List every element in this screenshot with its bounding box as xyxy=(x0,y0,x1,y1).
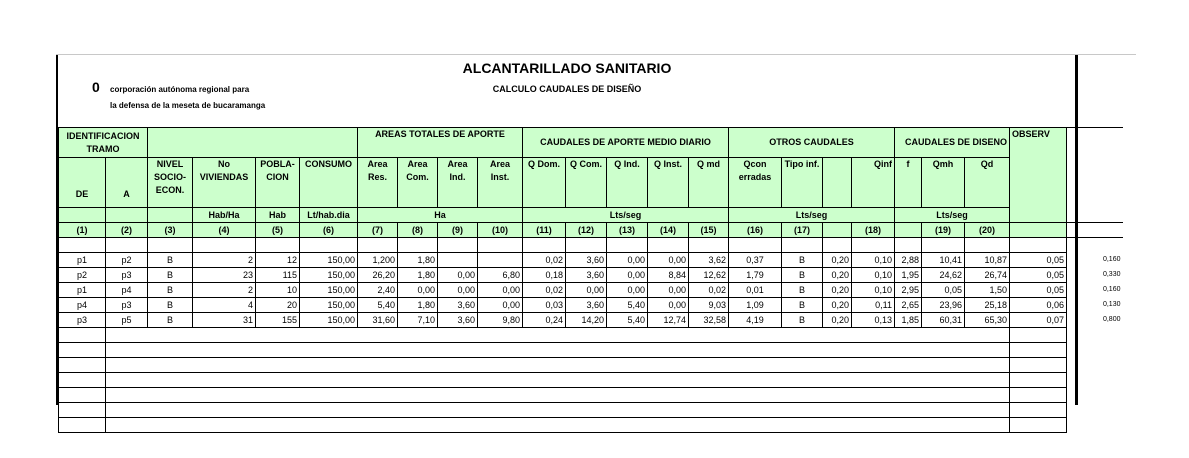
col-qd: Qd xyxy=(965,158,1010,208)
cell-tipo: B xyxy=(782,268,823,283)
cell-obs: 0,07 xyxy=(1010,313,1067,328)
table-row xyxy=(59,313,1123,328)
cell-qinf: 0,13 xyxy=(852,313,895,328)
cell-de: p1 xyxy=(59,253,106,268)
extra-col-header xyxy=(1067,128,1123,158)
col-qmh: Qmh xyxy=(922,158,965,208)
col-q-md: Q md xyxy=(689,158,729,208)
cell-ares: 31,60 xyxy=(358,313,398,328)
unit-lts-seg-diseno: Lts/seg xyxy=(895,208,1010,223)
col-f: f xyxy=(895,158,922,208)
cell-aind: 0,00 xyxy=(438,268,478,283)
col-consumo: CONSUMO xyxy=(300,158,358,208)
cell-a: p3 xyxy=(106,298,148,313)
cell-qcom: 14,20 xyxy=(566,313,607,328)
cell-obs: 0,05 xyxy=(1010,283,1067,298)
cell-qdom: 0,24 xyxy=(523,313,566,328)
cell-viv: 4 xyxy=(193,298,256,313)
cell-qmh: 10,41 xyxy=(922,253,965,268)
cell-qcon: 0,01 xyxy=(729,283,782,298)
cell-pob: 155 xyxy=(256,313,300,328)
cell-aind: 0,00 xyxy=(438,283,478,298)
report-header xyxy=(58,56,1076,126)
cell-f: 2,95 xyxy=(895,283,922,298)
col-qinf: Qinf xyxy=(852,158,895,208)
cell-inf: 0,20 xyxy=(823,253,852,268)
cell-qind: 5,40 xyxy=(607,313,648,328)
cell-viv: 2 xyxy=(193,283,256,298)
cell-qcom: 0,00 xyxy=(566,283,607,298)
cell-qmd: 0,02 xyxy=(689,283,729,298)
col-area-com: Area Com. xyxy=(398,158,438,208)
col-area-res: Area Res. xyxy=(358,158,398,208)
cell-nivel: B xyxy=(148,253,193,268)
cell-ares: 1,200 xyxy=(358,253,398,268)
table-row xyxy=(59,268,1123,283)
cell-acom: 1,80 xyxy=(398,268,438,283)
cell-qinst: 0,00 xyxy=(648,283,689,298)
cell-qind: 5,40 xyxy=(607,298,648,313)
cell-qcon: 1,09 xyxy=(729,298,782,313)
cell-qmh: 60,31 xyxy=(922,313,965,328)
spacer-row xyxy=(59,238,1123,253)
cell-acom: 7,10 xyxy=(398,313,438,328)
cell-acom: 1,80 xyxy=(398,298,438,313)
cell-qmd: 32,58 xyxy=(689,313,729,328)
cell-pob: 12 xyxy=(256,253,300,268)
unit-ha: Ha xyxy=(358,208,523,223)
col-de: DE xyxy=(59,158,106,208)
empty-rows xyxy=(59,328,1123,433)
cell-qd: 10,87 xyxy=(965,253,1010,268)
data-rows xyxy=(59,253,1123,328)
group-otros-caudales: OTROS CAUDALES xyxy=(729,128,895,158)
cell-tipo: B xyxy=(782,283,823,298)
cell-extra: 0,330 xyxy=(1102,271,1121,278)
cell-inf: 0,20 xyxy=(823,298,852,313)
cell-viv: 2 xyxy=(193,253,256,268)
cell-qcom: 3,60 xyxy=(566,268,607,283)
group-caudales-diseno: CAUDALES DE DISENO xyxy=(895,128,1010,158)
cell-ainst: 6,80 xyxy=(478,268,523,283)
group-identificacion: IDENTIFICACION TRAMO xyxy=(59,128,148,158)
cell-extra: 0,160 xyxy=(1102,286,1121,293)
col-a: A xyxy=(106,158,148,208)
cell-ainst: 9,80 xyxy=(478,313,523,328)
cell-nivel: B xyxy=(148,283,193,298)
cell-extra: 0,160 xyxy=(1102,256,1121,263)
cell-qinf: 0,10 xyxy=(852,253,895,268)
empty-row xyxy=(59,328,1123,343)
cell-qdom: 0,03 xyxy=(523,298,566,313)
cell-tipo: B xyxy=(782,298,823,313)
col-nivel: NIVEL SOCIO-ECON. xyxy=(148,158,193,208)
cell-inf: 0,20 xyxy=(823,283,852,298)
extra-col-blank xyxy=(1067,158,1123,208)
col-q-dom: Q Dom. xyxy=(523,158,566,208)
cell-ares: 5,40 xyxy=(358,298,398,313)
cell-qinf: 0,10 xyxy=(852,268,895,283)
cell-obs: 0,06 xyxy=(1010,298,1067,313)
cell-cons: 150,00 xyxy=(300,253,358,268)
col-poblacion: POBLA-CION xyxy=(256,158,300,208)
units-row xyxy=(59,208,1123,223)
cell-aind: 3,60 xyxy=(438,298,478,313)
cell-pob: 10 xyxy=(256,283,300,298)
cell-tipo: B xyxy=(782,253,823,268)
group-blank xyxy=(148,128,358,158)
cell-qd: 65,30 xyxy=(965,313,1010,328)
cell-cons: 150,00 xyxy=(300,268,358,283)
cell-qd: 26,74 xyxy=(965,268,1010,283)
group-caudales-aporte: CAUDALES DE APORTE MEDIO DIARIO xyxy=(523,128,729,158)
col-q-inst: Q Inst. xyxy=(648,158,689,208)
cell-ainst: 0,00 xyxy=(478,283,523,298)
table-row xyxy=(59,253,1123,268)
cell-qmh: 0,05 xyxy=(922,283,965,298)
organization-line-1: corporación autónoma regional para xyxy=(110,85,250,94)
cell-qinst: 12,74 xyxy=(648,313,689,328)
empty-row xyxy=(59,388,1123,403)
cell-qmh: 23,96 xyxy=(922,298,965,313)
col-q-com: Q Com. xyxy=(566,158,607,208)
col-blank xyxy=(823,158,852,208)
unit-hab-ha: Hab/Ha xyxy=(193,208,256,223)
flow-calculation-table xyxy=(58,127,1123,433)
cell-pob: 115 xyxy=(256,268,300,283)
cell-tipo: B xyxy=(782,313,823,328)
cell-viv: 31 xyxy=(193,313,256,328)
report-subtitle: CALCULO CAUDALES DE DISEÑO xyxy=(492,84,642,94)
cell-inf: 0,20 xyxy=(823,313,852,328)
col-qconerradas: Qcon erradas xyxy=(729,158,782,208)
organization-line-2: la defensa de la meseta de bucaramanga xyxy=(110,101,266,110)
cell-qmd: 3,62 xyxy=(689,253,729,268)
cell-qind: 0,00 xyxy=(607,253,648,268)
cell-a: p5 xyxy=(106,313,148,328)
empty-row xyxy=(59,343,1123,358)
cell-qdom: 0,02 xyxy=(523,283,566,298)
unit-lt-hab-dia: Lt/hab.dia xyxy=(300,208,358,223)
cell-cons: 150,00 xyxy=(300,313,358,328)
cell-qinf: 0,10 xyxy=(852,283,895,298)
cell-a: p3 xyxy=(106,268,148,283)
cell-qinst: 8,84 xyxy=(648,268,689,283)
cell-qind: 0,00 xyxy=(607,283,648,298)
cell-qmh: 24,62 xyxy=(922,268,965,283)
cell-f: 2,65 xyxy=(895,298,922,313)
col-viviendas: No VIVIENDAS xyxy=(193,158,256,208)
group-header-row xyxy=(59,128,1123,158)
cell-ares: 2,40 xyxy=(358,283,398,298)
cell-pob: 20 xyxy=(256,298,300,313)
table-row xyxy=(59,283,1123,298)
cell-qd: 1,50 xyxy=(965,283,1010,298)
cell-qcon: 0,37 xyxy=(729,253,782,268)
cell-acom: 1,80 xyxy=(398,253,438,268)
cell-de: p2 xyxy=(59,268,106,283)
cell-qcom: 3,60 xyxy=(566,253,607,268)
col-area-inst: Area Inst. xyxy=(478,158,523,208)
cell-nivel: B xyxy=(148,313,193,328)
empty-row xyxy=(59,418,1123,433)
cell-viv: 23 xyxy=(193,268,256,283)
group-observ: OBSERV xyxy=(1010,128,1067,223)
cell-qdom: 0,18 xyxy=(523,268,566,283)
cell-de: p3 xyxy=(59,313,106,328)
cell-obs: 0,05 xyxy=(1010,253,1067,268)
cell-inf: 0,20 xyxy=(823,268,852,283)
cell-cons: 150,00 xyxy=(300,283,358,298)
table-row xyxy=(59,298,1123,313)
cell-qinst: 0,00 xyxy=(648,253,689,268)
col-area-ind: Area Ind. xyxy=(438,158,478,208)
cell-f: 2,88 xyxy=(895,253,922,268)
group-areas: AREAS TOTALES DE APORTE xyxy=(358,128,523,158)
cell-qind: 0,00 xyxy=(607,268,648,283)
empty-row xyxy=(59,373,1123,388)
column-number-row: (1) (2) (3) (4) (5) (6) (7) (8) (9) (10) (11) (12) (13) (14) (15) (16) (17) (18) (19) (20) xyxy=(59,223,1123,238)
cell-f: 1,95 xyxy=(895,268,922,283)
cell-aind xyxy=(438,253,478,268)
cell-ainst: 0,00 xyxy=(478,298,523,313)
cell-qinf: 0,11 xyxy=(852,298,895,313)
cell-acom: 0,00 xyxy=(398,283,438,298)
cell-obs: 0,05 xyxy=(1010,268,1067,283)
cell-a: p4 xyxy=(106,283,148,298)
cell-a: p2 xyxy=(106,253,148,268)
empty-row xyxy=(59,358,1123,373)
cell-extra: 0,800 xyxy=(1102,316,1121,323)
cell-qmd: 9,03 xyxy=(689,298,729,313)
cell-qmd: 12,62 xyxy=(689,268,729,283)
project-code: 0 xyxy=(92,79,100,95)
report-title: ALCANTARILLADO SANITARIO xyxy=(462,60,672,76)
col-tipo-inf: Tipo inf. xyxy=(782,158,823,208)
cell-nivel: B xyxy=(148,268,193,283)
empty-row xyxy=(59,403,1123,418)
column-header-row xyxy=(59,158,1123,208)
cell-qinst: 0,00 xyxy=(648,298,689,313)
cell-cons: 150,00 xyxy=(300,298,358,313)
cell-ainst xyxy=(478,253,523,268)
cell-ares: 26,20 xyxy=(358,268,398,283)
cell-de: p4 xyxy=(59,298,106,313)
cell-qdom: 0,02 xyxy=(523,253,566,268)
cell-qcon: 1,79 xyxy=(729,268,782,283)
cell-qcom: 3,60 xyxy=(566,298,607,313)
col-q-ind: Q Ind. xyxy=(607,158,648,208)
cell-de: p1 xyxy=(59,283,106,298)
cell-aind: 3,60 xyxy=(438,313,478,328)
cell-f: 1,85 xyxy=(895,313,922,328)
unit-lts-seg-aporte: Lts/seg xyxy=(523,208,729,223)
cell-qd: 25,18 xyxy=(965,298,1010,313)
cell-qcon: 4,19 xyxy=(729,313,782,328)
unit-lts-seg-otros: Lts/seg xyxy=(729,208,895,223)
cell-extra: 0,130 xyxy=(1102,301,1121,308)
cell-nivel: B xyxy=(148,298,193,313)
unit-hab: Hab xyxy=(256,208,300,223)
